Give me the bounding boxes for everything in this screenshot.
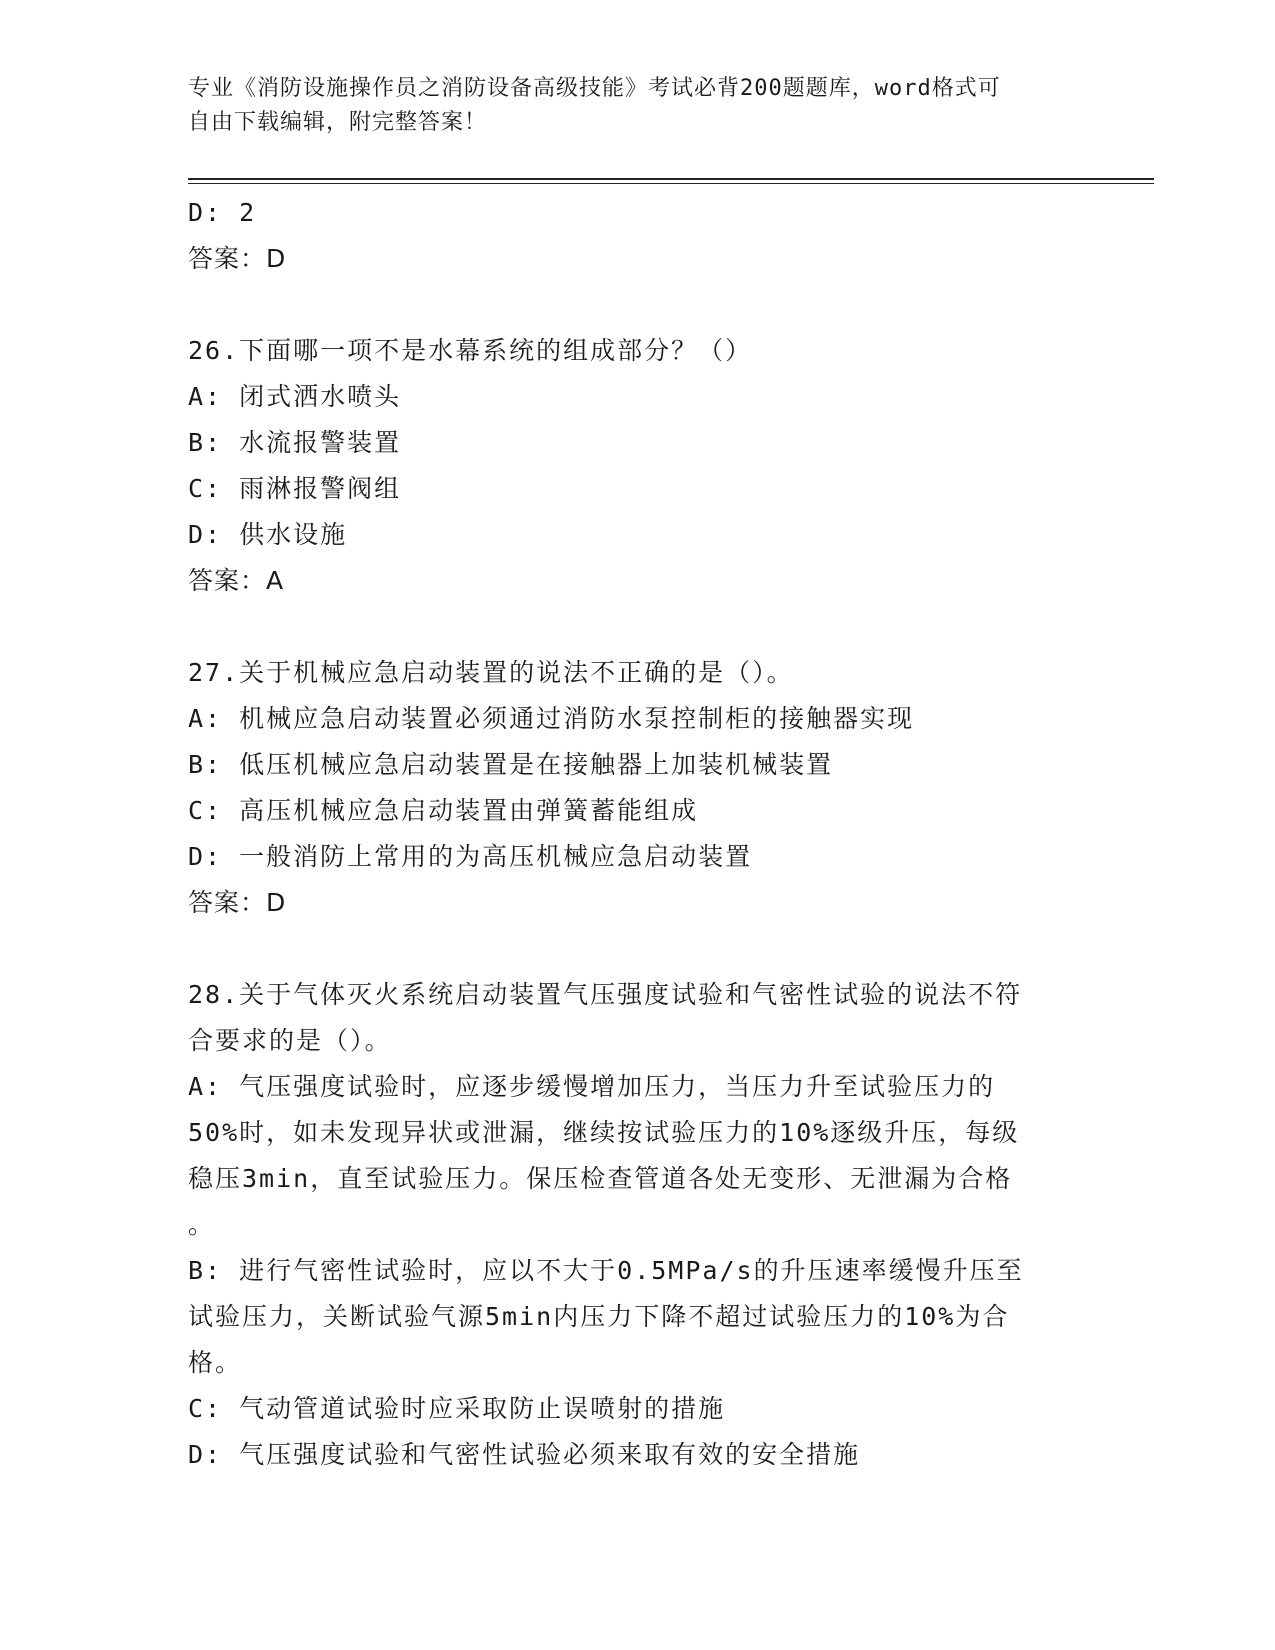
option-d: D: 气压强度试验和气密性试验必须来取有效的安全措施 <box>188 1440 861 1469</box>
option-b-line-1: B: 进行气密性试验时，应以不大于0.5MPa/s的升压速率缓慢升压至 <box>188 1256 1024 1285</box>
option-c: C: 气动管道试验时应采取防止误喷射的措施 <box>188 1394 726 1423</box>
option-c: C: 高压机械应急启动装置由弹簧蓄能组成 <box>188 796 699 825</box>
option-b: B: 低压机械应急启动装置是在接触器上加装机械装置 <box>188 750 834 779</box>
spacer <box>188 604 1088 650</box>
option-a-line-4: 。 <box>188 1210 216 1239</box>
option-a-line-3: 稳压3min，直至试验压力。保压检查管道各处无变形、无泄漏为合格 <box>188 1164 1013 1193</box>
option-a-line-1: A: 气压强度试验时，应逐步缓慢增加压力，当压力升至试验压力的 <box>188 1072 996 1101</box>
option-c: C: 雨淋报警阀组 <box>188 474 402 503</box>
question-27 <box>188 650 1088 926</box>
prev-answer: 答案：D <box>188 244 287 273</box>
option-d: D: 一般消防上常用的为高压机械应急启动装置 <box>188 842 753 871</box>
question-title: 27.关于机械应急启动装置的说法不正确的是（）。 <box>188 658 794 687</box>
prev-option-d: D: 2 <box>188 198 257 227</box>
header-line-1: 专业《消防设施操作员之消防设备高级技能》考试必背200题题库，word格式可 <box>188 76 1001 101</box>
question-title-line-2: 合要求的是（）。 <box>188 1026 392 1055</box>
option-b-line-3: 格。 <box>188 1348 243 1377</box>
spacer <box>188 926 1088 972</box>
option-a: A: 闭式洒水喷头 <box>188 382 402 411</box>
question-title-line-1: 28.关于气体灭火系统启动装置气压强度试验和气密性试验的说法不符 <box>188 980 1023 1009</box>
header-divider-thick <box>188 178 1154 180</box>
option-a: A: 机械应急启动装置必须通过消防水泵控制柜的接触器实现 <box>188 704 915 733</box>
option-b-line-2: 试验压力，关断试验气源5min内压力下降不超过试验压力的10%为合 <box>188 1302 1010 1331</box>
option-d: D: 供水设施 <box>188 520 348 549</box>
page-header <box>188 72 1068 140</box>
question-28 <box>188 972 1088 1478</box>
header-line-2: 自由下载编辑，附完整答案！ <box>188 110 488 135</box>
spacer <box>188 282 1088 328</box>
question-26 <box>188 328 1088 604</box>
answer: 答案：A <box>188 566 285 595</box>
option-a-line-2: 50%时，如未发现异状或泄漏，继续按试验压力的10%逐级升压，每级 <box>188 1118 1020 1147</box>
header-divider-thin <box>188 183 1154 184</box>
document-body <box>188 190 1088 1478</box>
option-b: B: 水流报警装置 <box>188 428 402 457</box>
question-title: 26.下面哪一项不是水幕系统的组成部分？（） <box>188 336 753 365</box>
answer: 答案：D <box>188 888 287 917</box>
